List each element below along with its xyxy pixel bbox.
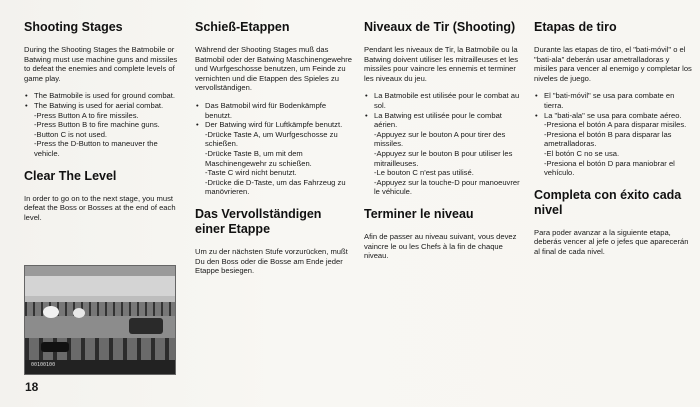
heading-shooting-stages: Niveaux de Tir (Shooting) [364,20,516,34]
bullet-icon: • [535,91,538,101]
explosion-icon [73,308,85,318]
paragraph-shooting-intro: Pendant les niveaux de Tir, la Batmobile ou la Batwing doivent utiliser les mitrailleuses et les missiles pour vaincre les ennemis et terminer les niveaux du jeu. [364,45,519,83]
list-item: • El "bati-móvil" se usa para combate en tierra. [535,91,675,110]
list-item: • La Batwing est utilisée pour le combat aérien. -Appuyez sur le bouton A pour tirer des missiles. -Appuyez sur le bouton B pour utiliser les mitrailleuses. -Le bouton C n'est pas utilisé. -Appuyez sur la touche-D pour manoeuvrer le véhicule. [365,110,520,197]
column-spanish [534,20,692,265]
list-item: • La "bati-ala" se usa para combate aéreo. -Presiona el botón A para disparar misiles. -Presiona el botón B para disparar las ametralladoras. -El botón C no se usa. -Presiona el botón D para maniobrar el vehículo. [535,110,687,178]
paragraph-clear-level: In order to go on to the next stage, you must defeat the Boss or Bosses at the end of each level. [24,193,176,222]
bullet-icon: • [25,100,28,110]
bullet-icon: • [196,120,199,130]
bullet-icon: • [25,91,28,101]
bullet-icon: • [196,100,199,110]
paragraph-clear-level: Afin de passer au niveau suivant, vous devez vaincre le ou les Chefs à la fin de chaque niveau. [364,231,517,261]
list-item: • The Batwing is used for aerial combat. -Press Button A to fire missiles. -Press Button B to fire machine guns. -Button C is not used. -Press the D-Button to maneuver the vehicle. [25,100,164,158]
bullet-icon: • [365,91,368,101]
list-item: • The Batmobile is used for ground combat. [25,91,175,101]
paragraph-shooting-intro: Während der Shooting Stages muß das Batmobil oder der Batwing Maschinengewehre und Wurfgeschosse benutzen, um Feinde zu vernichten und die Etappen des Spieles zu vervollständigen. [195,45,353,93]
screenshot-hud [25,266,175,276]
bullet-list [534,91,692,177]
list-item: • Das Batmobil wird für Bodenkämpfe benutzt. [196,100,327,120]
heading-clear-level: Das Vervollständigen einer Etappe [195,206,322,236]
heading-clear-level: Completa con éxito cada nivel [534,187,682,217]
explosion-icon [43,306,59,318]
bullet-list [24,91,182,158]
heading-shooting-stages: Etapas de tiro [534,20,617,34]
paragraph-shooting-intro: During the Shooting Stages the Batmobile or Batwing must use machine guns and missiles to defeat the enemies and complete levels of game play. [24,45,178,83]
bullet-list [364,91,522,197]
paragraph-shooting-intro: Durante las etapas de tiro, el "bati-móvil" o el "bati-ala" deberán usar ametralladoras y misiles para vencer al enemigo y completar los niveles de juego. [534,45,692,83]
paragraph-clear-level: Para poder avanzar a la siguiente etapa, deberás vencer al jefe o jefes que aparecerán al final de cada nivel. [534,227,689,256]
heading-clear-level: Terminer le niveau [364,206,474,221]
page-number: 18 [25,380,39,394]
batmobile-icon [41,342,69,352]
screenshot-score: 00100100 [31,362,56,368]
column-english [24,20,182,230]
column-french [364,20,522,269]
enemy-tank-icon [129,318,163,334]
bullet-icon: • [365,110,368,120]
heading-shooting-stages: Shooting Stages [24,20,123,34]
bullet-list [195,101,353,197]
list-item: • La Batmobile est utilisée pour le combat au sol. [365,91,520,110]
heading-shooting-stages: Schieß-Etappen [195,20,290,34]
list-item: • Der Batwing wird für Luftkämpfe benutzt. -Drücke Taste A, um Wurfgeschosse zu schießen. -Drücke Taste B, um mit dem Maschinengewehr zu schießen. -Taste C wird nicht benutzt. -Drücke die D-Taste, um das Fahrzeug zu manövrieren. [196,120,346,197]
paragraph-clear-level: Um zu der nächsten Stufe vorzurücken, mußt Du den Boss oder die Bosse am Ende jeder Etappe besiegen. [195,246,348,276]
column-german [195,20,353,284]
game-screenshot [24,265,176,375]
bullet-icon: • [535,110,538,120]
heading-clear-level: Clear The Level [24,168,117,183]
